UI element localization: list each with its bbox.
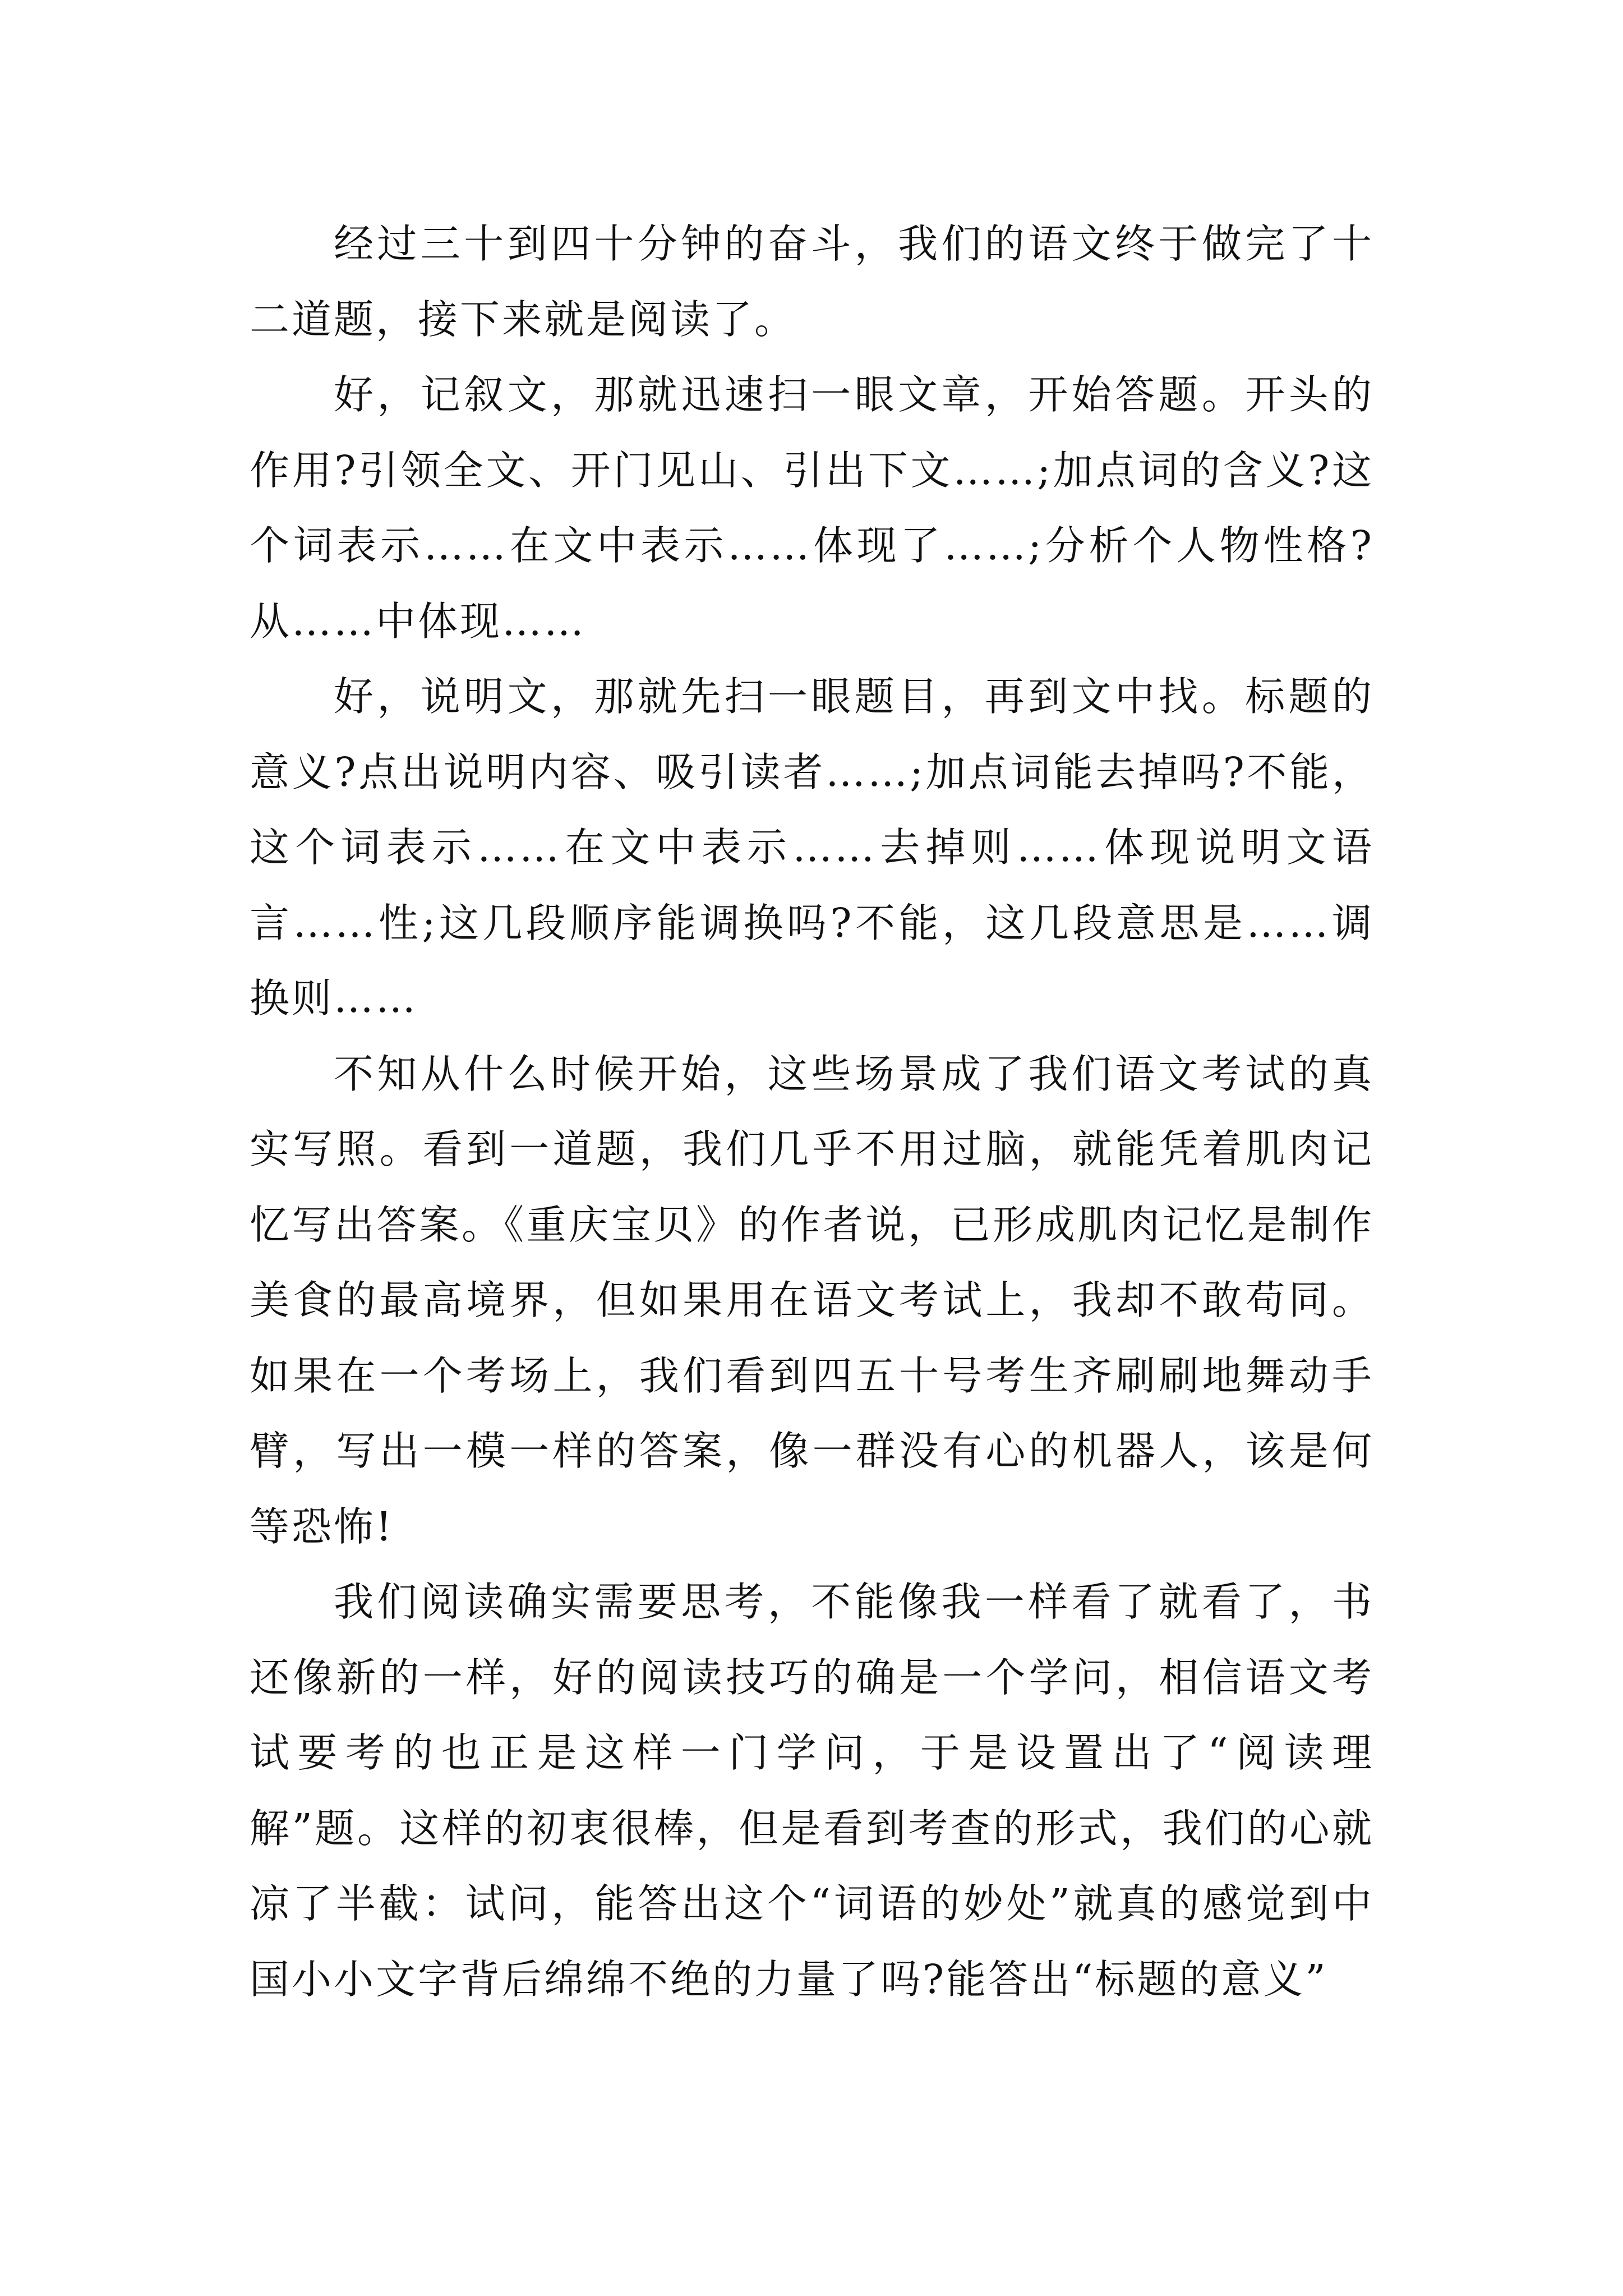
paragraph-2: 好，记叙文，那就迅速扫一眼文章，开始答题。开头的作用?引领全文、开门见山、引出下文……;加点词的含义?这个词表示……在文中表示……体现了……;分析个人物性格?从……中体现……	[250, 371, 1374, 645]
paragraph-3: 好，说明文，那就先扫一眼题目，再到文中找。标题的意义?点出说明内容、吸引读者……;加点词能去掉吗?不能，这个词表示……在文中表示……去掉则……体现说明文语言……性;这几段顺序能调换吗?不能，这几段意思是……调换则……	[250, 673, 1374, 1022]
paragraph-5: 我们阅读确实需要思考，不能像我一样看了就看了，书还像新的一样，好的阅读技巧的确是一个学问，相信语文考试要考的也正是这样一门学问，于是设置出了“阅读理解”题。这样的初衷很棒，但是看到考查的形式，我们的心就凉了半截：试问，能答出这个“词语的妙处”就真的感觉到中国小小文字背后绵绵不绝的力量了吗?能答出“标题的意义”	[250, 1579, 1374, 2003]
paragraph-4: 不知从什么时候开始，这些场景成了我们语文考试的真实写照。看到一道题，我们几乎不用过脑，就能凭着肌肉记忆写出答案。《重庆宝贝》的作者说，已形成肌肉记忆是制作美食的最高境界，但如果用在语文考试上，我却不敢苟同。如果在一个考场上，我们看到四五十号考生齐刷刷地舞动手臂，写出一模一样的答案，像一群没有心的机器人，该是何等恐怖!	[250, 1050, 1374, 1550]
paragraph-1: 经过三十到四十分钟的奋斗，我们的语文终于做完了十二道题，接下来就是阅读了。	[250, 220, 1374, 343]
document-body	[250, 206, 1374, 2017]
